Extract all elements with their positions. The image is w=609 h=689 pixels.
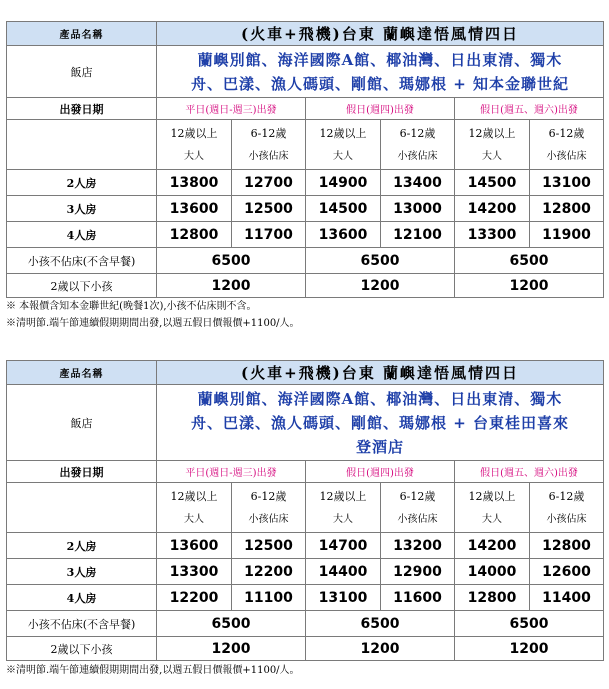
price-cell: 14200 <box>455 196 530 222</box>
price-cell: 6500 <box>455 611 604 637</box>
price-cell: 12200 <box>232 559 306 585</box>
product-name-label: 產品名稱 <box>7 22 157 46</box>
table-row <box>7 274 604 298</box>
price-cell: 14000 <box>455 559 530 585</box>
child-no-bed-label: 小孩不佔床(不含早餐) <box>7 611 157 637</box>
room-label: 3人房 <box>7 196 157 222</box>
hotel-list <box>157 385 604 461</box>
blank-cell <box>7 120 157 170</box>
hotel-label: 飯店 <box>7 46 157 98</box>
price-cell: 1200 <box>306 637 455 661</box>
price-cell: 11700 <box>232 222 306 248</box>
table-row <box>7 611 604 637</box>
product-name-label: 產品名稱 <box>7 361 157 385</box>
price-cell: 11600 <box>381 585 455 611</box>
price-cell: 13100 <box>306 585 381 611</box>
price-cell: 14400 <box>306 559 381 585</box>
price-cell: 1200 <box>157 274 306 298</box>
price-cell: 12500 <box>232 196 306 222</box>
blank-cell <box>7 483 157 533</box>
price-cell: 12500 <box>232 533 306 559</box>
sub-header-adult: 12歲以上 大人 <box>306 483 381 533</box>
product-title: (火車+飛機)台東 蘭嶼達悟風情四日 <box>157 22 604 46</box>
note-text: ※清明節.端午節連續假期期間出發,以週五假日價報價+1100/人。 <box>6 318 300 329</box>
child-no-bed-label: 小孩不佔床(不含早餐) <box>7 248 157 274</box>
price-cell: 1200 <box>455 637 604 661</box>
under-2-label: 2歲以下小孩 <box>7 637 157 661</box>
price-cell: 6500 <box>306 248 455 274</box>
price-cell: 13600 <box>306 222 381 248</box>
price-cell: 1200 <box>157 637 306 661</box>
hotel-line: 蘭嶼別館、海洋國際A館、椰油灣、日出東清、獨木 <box>197 50 563 69</box>
period-thursday: 假日(週四)出發 <box>306 98 455 120</box>
sub-header-adult: 12歲以上 大人 <box>455 483 530 533</box>
table-row <box>7 533 604 559</box>
table-row <box>7 559 604 585</box>
price-cell: 12200 <box>157 585 232 611</box>
price-cell: 13200 <box>381 533 455 559</box>
sub-header-adult: 12歲以上 大人 <box>455 120 530 170</box>
product-title: (火車+飛機)台東 蘭嶼達悟風情四日 <box>157 361 604 385</box>
price-cell: 13800 <box>157 170 232 196</box>
hotel-list <box>157 46 604 98</box>
hotel-label: 飯店 <box>7 385 157 461</box>
price-cell: 13300 <box>455 222 530 248</box>
note-text: ※ 本報價含知本金聯世紀(晚餐1次),小孩不佔床則不含。 <box>6 301 257 312</box>
sub-header-adult: 12歲以上 大人 <box>157 483 232 533</box>
price-cell: 1200 <box>455 274 604 298</box>
table-row <box>7 222 604 248</box>
room-label: 4人房 <box>7 222 157 248</box>
period-fri-sat: 假日(週五、週六)出發 <box>455 98 604 120</box>
hotel-line: 舟、巴漾、漁人碼頭、剛館、瑪娜根 + 知本金聯世紀 <box>190 74 569 93</box>
room-label: 2人房 <box>7 170 157 196</box>
sub-header-child: 6-12歲 小孩佔床 <box>530 120 604 170</box>
price-cell: 14900 <box>306 170 381 196</box>
price-cell: 6500 <box>306 611 455 637</box>
price-cell: 14700 <box>306 533 381 559</box>
hotel-line: 舟、巴漾、漁人碼頭、剛館、瑪娜根 + 台東桂田喜來 <box>190 413 569 432</box>
price-cell: 12900 <box>381 559 455 585</box>
price-cell: 12800 <box>157 222 232 248</box>
hotel-line: 登酒店 <box>355 437 404 456</box>
period-fri-sat: 假日(週五、週六)出發 <box>455 461 604 483</box>
room-label: 2人房 <box>7 533 157 559</box>
price-cell: 12800 <box>530 196 604 222</box>
sub-header-child: 6-12歲 小孩佔床 <box>232 120 306 170</box>
departure-date-label: 出發日期 <box>7 98 157 120</box>
price-cell: 13000 <box>381 196 455 222</box>
under-2-label: 2歲以下小孩 <box>7 274 157 298</box>
price-cell: 11900 <box>530 222 604 248</box>
price-cell: 13400 <box>381 170 455 196</box>
note-text: ※清明節.端午節連續假期期間出發,以週五假日價報價+1100/人。 <box>6 665 300 676</box>
price-table-1 <box>6 21 604 298</box>
table-row <box>7 637 604 661</box>
price-cell: 14500 <box>306 196 381 222</box>
table-row <box>7 170 604 196</box>
departure-date-label: 出發日期 <box>7 461 157 483</box>
price-cell: 11400 <box>530 585 604 611</box>
price-cell: 12100 <box>381 222 455 248</box>
period-thursday: 假日(週四)出發 <box>306 461 455 483</box>
table-row <box>7 585 604 611</box>
price-cell: 6500 <box>157 611 306 637</box>
table-row <box>7 248 604 274</box>
price-cell: 13300 <box>157 559 232 585</box>
table-row <box>7 196 604 222</box>
price-cell: 6500 <box>455 248 604 274</box>
price-cell: 13600 <box>157 533 232 559</box>
price-cell: 14200 <box>455 533 530 559</box>
price-cell: 12600 <box>530 559 604 585</box>
price-cell: 12700 <box>232 170 306 196</box>
sub-header-adult: 12歲以上 大人 <box>306 120 381 170</box>
price-cell: 1200 <box>306 274 455 298</box>
sub-header-child: 6-12歲 小孩佔床 <box>232 483 306 533</box>
price-cell: 13600 <box>157 196 232 222</box>
price-cell: 13100 <box>530 170 604 196</box>
hotel-line: 蘭嶼別館、海洋國際A館、椰油灣、日出東清、獨木 <box>197 389 563 408</box>
sub-header-child: 6-12歲 小孩佔床 <box>381 483 455 533</box>
price-cell: 12800 <box>530 533 604 559</box>
sub-header-adult: 12歲以上 大人 <box>157 120 232 170</box>
price-cell: 11100 <box>232 585 306 611</box>
price-cell: 14500 <box>455 170 530 196</box>
period-weekday: 平日(週日-週三)出發 <box>157 461 306 483</box>
sub-header-child: 6-12歲 小孩佔床 <box>381 120 455 170</box>
price-cell: 12800 <box>455 585 530 611</box>
room-label: 4人房 <box>7 585 157 611</box>
period-weekday: 平日(週日-週三)出發 <box>157 98 306 120</box>
room-label: 3人房 <box>7 559 157 585</box>
price-cell: 6500 <box>157 248 306 274</box>
sub-header-child: 6-12歲 小孩佔床 <box>530 483 604 533</box>
price-table-2 <box>6 360 604 661</box>
